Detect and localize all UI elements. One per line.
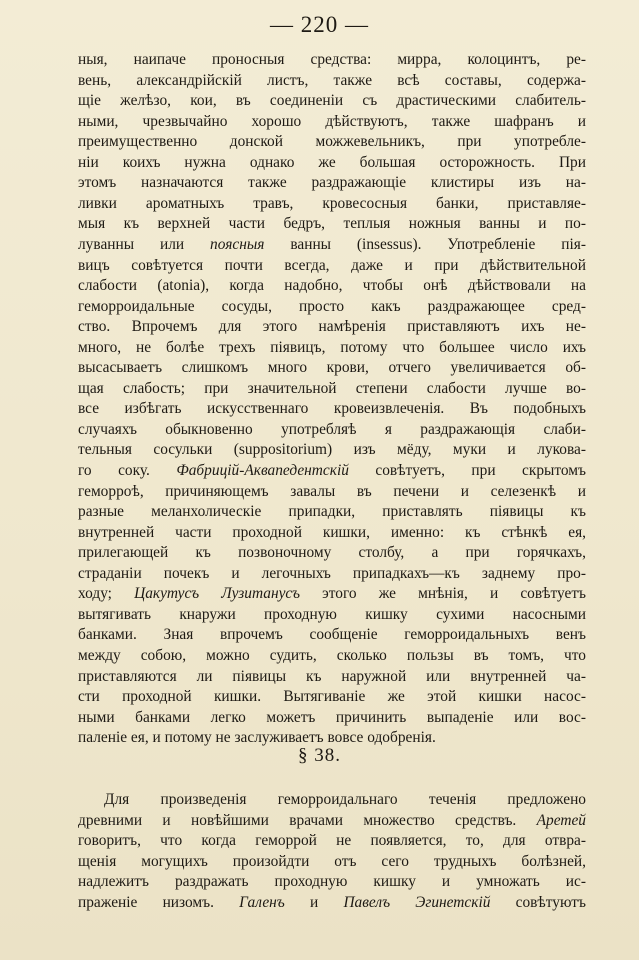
text-run: банками. Зная впрочемъ сообщеніе геморроидальныхъ венъ (78, 626, 586, 644)
text-run: этого же мнѣнія, и совѣтуетъ (300, 585, 586, 603)
text-run: случаяхъ обыкновенно употребляѣ я раздражающія слаби- (78, 420, 586, 438)
italic-name: Аретей (536, 811, 586, 829)
text-run: го соку. (78, 462, 177, 479)
page-number: — 220 — (270, 12, 369, 37)
text-run: луванны или (78, 235, 211, 253)
text-run: ными банками легко можетъ причинить выпаденіе или вос- (78, 708, 586, 726)
italic-name: Галенъ (239, 894, 285, 911)
text-run: Для произведенія геморроидальнаго теченія предложено (104, 791, 586, 808)
text-run: древними и новѣйшими врачами множество средствъ. (78, 811, 537, 829)
text-run: много, не болѣе трехъ піявицъ, потому что большее число ихъ (78, 338, 586, 356)
italic-name: Цакутусъ Лузитанусъ (134, 585, 301, 603)
text-run: преимущественно донской можжевельникъ, при употребле- (78, 133, 586, 151)
text-run: внутренней части проходной кишки, именно: къ стѣнкѣ ея, (78, 523, 586, 541)
text-run: надлежитъ раздражать проходную кишку и умножать ис- (78, 873, 586, 891)
text-run: разные меланхолическіе припадки, приставлять піявицы къ (78, 503, 586, 521)
text-run: страданіи почекъ и легочныхъ припадкахъ—къ заднему про- (78, 564, 586, 582)
text-run: слабости (atonia), когда надобно, чтобы онѣ дѣйствовали на (78, 277, 586, 295)
text-run: паленіе ея, и потому не заслуживаетъ вовсе одобренія. (78, 729, 436, 747)
text-run: вицъ совѣтуется почти всегда, даже и при дѣйствительной (78, 256, 586, 274)
text-run: между собою, можно судить, сколько пользы въ томъ, что (78, 646, 586, 664)
italic-name: Павелъ Эгинетскій (343, 894, 491, 911)
text-run: щіе желѣзо, кои, въ соединеніи съ драстическими слабитель- (78, 92, 586, 110)
text-run: ходу; (78, 585, 135, 603)
text-run: щенія могущихъ произойдти отъ сего трудныхъ болѣзней, (78, 852, 586, 870)
text-run: совѣтуетъ, при скрытомъ (348, 462, 586, 479)
text-run: сти проходной кишки. Вытягиваніе же этой кишки насос- (78, 688, 586, 706)
text-run: совѣтуютъ (490, 894, 586, 911)
text-run: геморроѣ, причиняющемъ завалы въ печени и селезенкѣ и (78, 482, 586, 500)
text-run: высасываетъ слишкомъ много крови, отчего увеличивается об- (78, 359, 586, 377)
text-run: приставляются ли піявицы къ наружной или внутренней ча- (78, 667, 586, 685)
text-run: ванны (insessus). Употребленіе пія- (264, 235, 586, 253)
text-run: все избѣгать искусственнаго кровеизвлеченія. Въ подобныхъ (78, 400, 586, 418)
text-run: щая слабость; при значительной степени слабости лучше во- (78, 379, 586, 397)
italic-name: поясныя (210, 235, 265, 253)
text-run: праженіе низомъ. (78, 894, 240, 911)
text-run: вытягивать кнаружи проходную кишку сухими насосными (78, 605, 586, 623)
text-run: этомъ назначаются также раздражающіе клистиры изъ на- (78, 174, 586, 192)
text-run: мыя къ верхней части бедръ, теплыя ножныя ванны и по- (78, 215, 586, 233)
text-run: тельныя сосульки (suppositorium) изъ мёду, муки и лукова- (78, 441, 586, 459)
text-run: прилегающей къ позвоночному столбу, а при горячкахъ, (78, 544, 586, 562)
text-run: вень, александрійскій листъ, также всѣ составы, содержа- (78, 71, 586, 89)
italic-name: Фабрицій-Аквапедентскій (176, 462, 349, 479)
text-run: ныя, наипаче проносныя средства: мирра, колоцинтъ, ре- (78, 51, 586, 68)
text-run: ливки ароматныхъ травъ, кровесосныя банки, приставляе- (78, 194, 586, 212)
text-run: говоритъ, что когда геморрой не появляется, то, для отвра- (78, 832, 586, 850)
text-run: ными, чрезвычайно хорошо дѣйствуютъ, также шафранъ и (78, 112, 586, 130)
text-run: геморроидальные сосуды, просто какъ раздражающее сред- (78, 297, 586, 315)
text-line (78, 890, 586, 916)
text-run: ніи коихъ нужна однако же большая осторожность. При (78, 153, 586, 171)
text-run: и (284, 894, 344, 911)
section-heading: § 38. (298, 745, 341, 766)
text-run: ство. Впрочемъ для этого намѣренія приставляютъ ихъ не- (78, 318, 586, 336)
